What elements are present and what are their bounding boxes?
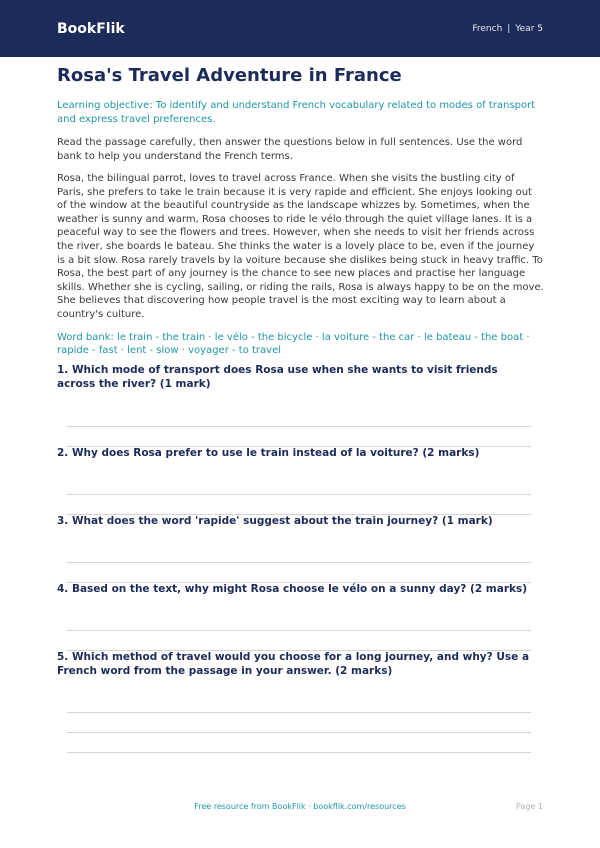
question-3: 3. What does the word 'rapide' suggest about the train journey? (1 mark) (57, 515, 493, 527)
instructions: Read the passage carefully, then answer the questions below in full sentences. Use the word bank to help you understand the French terms. (57, 137, 523, 162)
subject-year-label (472, 24, 543, 34)
question-4: 4. Based on the text, why might Rosa choose le vélo on a sunny day? (2 marks) (57, 583, 528, 595)
separator: | (507, 23, 511, 34)
answer-line[interactable] (67, 630, 531, 631)
question-2: 2. Why does Rosa prefer to use le train instead of la voiture? (2 marks) (57, 447, 480, 459)
word-bank: Word bank: le train - the train · le vélo - the bicycle · la voiture - the car · le bateau - the boat · rapide - fast · lent - slow · voyager - to travel (57, 331, 530, 357)
answer-line[interactable] (67, 732, 531, 733)
question-1: 1. Which mode of transport does Rosa use when she wants to visit friends across the river? (1 mark) (57, 364, 498, 390)
footer-resource-link[interactable]: Free resource from BookFlik · bookflik.com/resources (194, 802, 406, 811)
answer-line[interactable] (67, 426, 531, 427)
answer-line[interactable] (67, 494, 531, 495)
brand-logo[interactable]: BookFlik (57, 20, 125, 37)
worksheet-content (57, 64, 544, 358)
footer (0, 802, 600, 816)
header-bar (0, 0, 600, 57)
year-label: Year 5 (515, 23, 543, 34)
subject-label: French (472, 23, 503, 34)
answer-line[interactable] (67, 712, 531, 713)
learning-objective: Learning objective: To identify and understand French vocabulary related to modes of transport and express travel preferences. (57, 100, 536, 125)
reading-passage: Rosa, the bilingual parrot, loves to travel across France. When she visits the bustling city of Paris, she prefers to take le train because it is very rapide and efficient. She enjoys looking out of the window at the beautiful countryside as the landscape whizzes by. Sometimes, when the weather is sunny and warm, Rosa chooses to ride le vélo through the quiet village lanes. It is a peaceful way to see the flowers and trees. However, when she needs to visit her friends across the river, she boards le bateau. She thinks the water is a lovely place to be, even if the journey is a bit slow. Rosa rarely travels by la voiture because she dislikes being stuck in heavy traffic. To Rosa, the best part of any journey is the chance to see new places and practise her language skills. Whether she is cycling, sailing, or riding the rails, Rosa is always happy to be on the move. She believes that discovering how people travel is the most exciting way to learn about a country's culture. (57, 173, 544, 320)
page-number: Page 1 (516, 802, 543, 811)
page-title: Rosa's Travel Adventure in France (57, 65, 402, 86)
answer-line[interactable] (67, 752, 531, 753)
answer-line[interactable] (67, 562, 531, 563)
question-5: 5. Which method of travel would you choose for a long journey, and why? Use a French word from the passage in your answer. (2 marks) (57, 651, 530, 677)
